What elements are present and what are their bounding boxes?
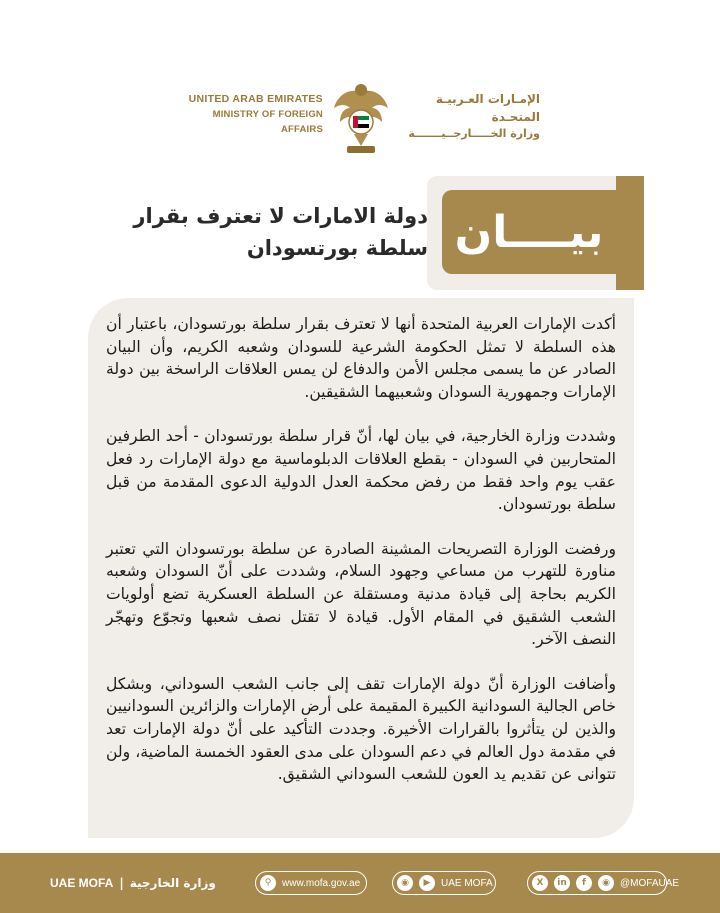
statement-paragraph-1: أكدت الإمارات العربية المتحدة أنها لا تعترف بقرار سلطة بورتسودان، باعتبار أن هذه السلطة لا تمثل الحكومة الشرعية للسودان وشعبه الكريم، وأن البيان الصادر عن ما يسمى مجلس الأمن والدفاع لن يمس العلاقات الراسخة بين دولة الإمارات وجمهورية السودان وشعبيهما الشقيقين. <box>106 315 616 401</box>
instagram-icon: ◉ <box>598 875 614 891</box>
statement-paragraph-2: وشددت وزارة الخارجية، في بيان لها، أنّ قرار سلطة بورتسودان - أحد الطرفين المتحاربين في السودان - بقطع العلاقات الدبلوماسية مع دولة الإمارات رد فعل عقب يوم واحد فقط من رفض محكمة العدل الدولية الدعوى المقدمة من قبل سلطة بورتسودان. <box>106 427 616 514</box>
footer-brand-ar: وزارة الخارجية <box>129 876 216 890</box>
footer-brand <box>50 873 240 893</box>
channel-link[interactable] <box>392 871 496 895</box>
x-icon: X <box>532 875 548 891</box>
social-handle: @MOFAUAE <box>620 877 680 889</box>
letterhead <box>0 78 720 158</box>
english-ministry-name <box>183 92 323 137</box>
footer-bar <box>0 853 720 913</box>
english-ministry-title: MINISTRY OF FOREIGN AFFAIRS <box>212 109 323 135</box>
social-handle-link[interactable] <box>527 871 680 895</box>
linkedin-icon: in <box>554 875 570 891</box>
website-url: www.mofa.gov.ae <box>282 877 361 889</box>
statement-label: بيــــان <box>454 206 604 258</box>
falcon-emblem-icon <box>330 78 392 158</box>
statement-paragraph-3: ورفضت الوزارة التصريحات المشينة الصادرة عن سلطة بورتسودان التي تعتبر مناورة للتهرب من مساعي وجهود السلام، وشددت على أنّ السودان وشعبه الكريم بحاجة إلى قيادة مدنية ومستقلة عن السلطة العسكرية تضع أولويات الشعب الشقيق في المقام الأول. قيادة لا تقتل نصف شعبها وتجوّع وتهجّر النصف الآخر. <box>106 539 616 649</box>
footer-separator: | <box>119 876 124 890</box>
page-title: دولة الامارات لا تعترف بقرار سلطة بورتسودان <box>133 204 428 260</box>
channel-name: UAE MOFA <box>441 877 493 889</box>
arabic-ministry-title: وزارة الخـــــارجــيـــــــة <box>408 127 540 140</box>
arabic-ministry-name <box>398 90 540 142</box>
arabic-country-name: الإمـارات العـربيـة المتحـدة <box>435 92 540 124</box>
website-link[interactable] <box>255 871 367 895</box>
title-accent-strip <box>616 176 644 290</box>
instagram-icon: ◉ <box>397 875 413 891</box>
youtube-icon: ▶ <box>419 875 435 891</box>
statement-body <box>106 313 616 808</box>
footer-brand-en: UAE MOFA <box>50 876 114 890</box>
search-icon: ⚲ <box>260 875 276 891</box>
facebook-icon: f <box>576 875 592 891</box>
english-country-name: UNITED ARAB EMIRATES <box>188 93 323 105</box>
statement-paragraph-4: وأضافت الوزارة أنّ دولة الإمارات تقف إلى جانب الشعب السوداني، وبشكل خاص الجالية السودانية الكبيرة المقيمة على أرض الإمارات والزائرين السودانيين والذين لن يتأثروا بالقرارات الأخيرة. وجددت التأكيد على أنّ دولة الإمارات تعد في مقدمة دول العالم في دعم السودان على مدى العقود الخمسة الماضية، ولن تتوانى عن تقديم يد العون للشعب السوداني الشقيق. <box>106 674 616 784</box>
